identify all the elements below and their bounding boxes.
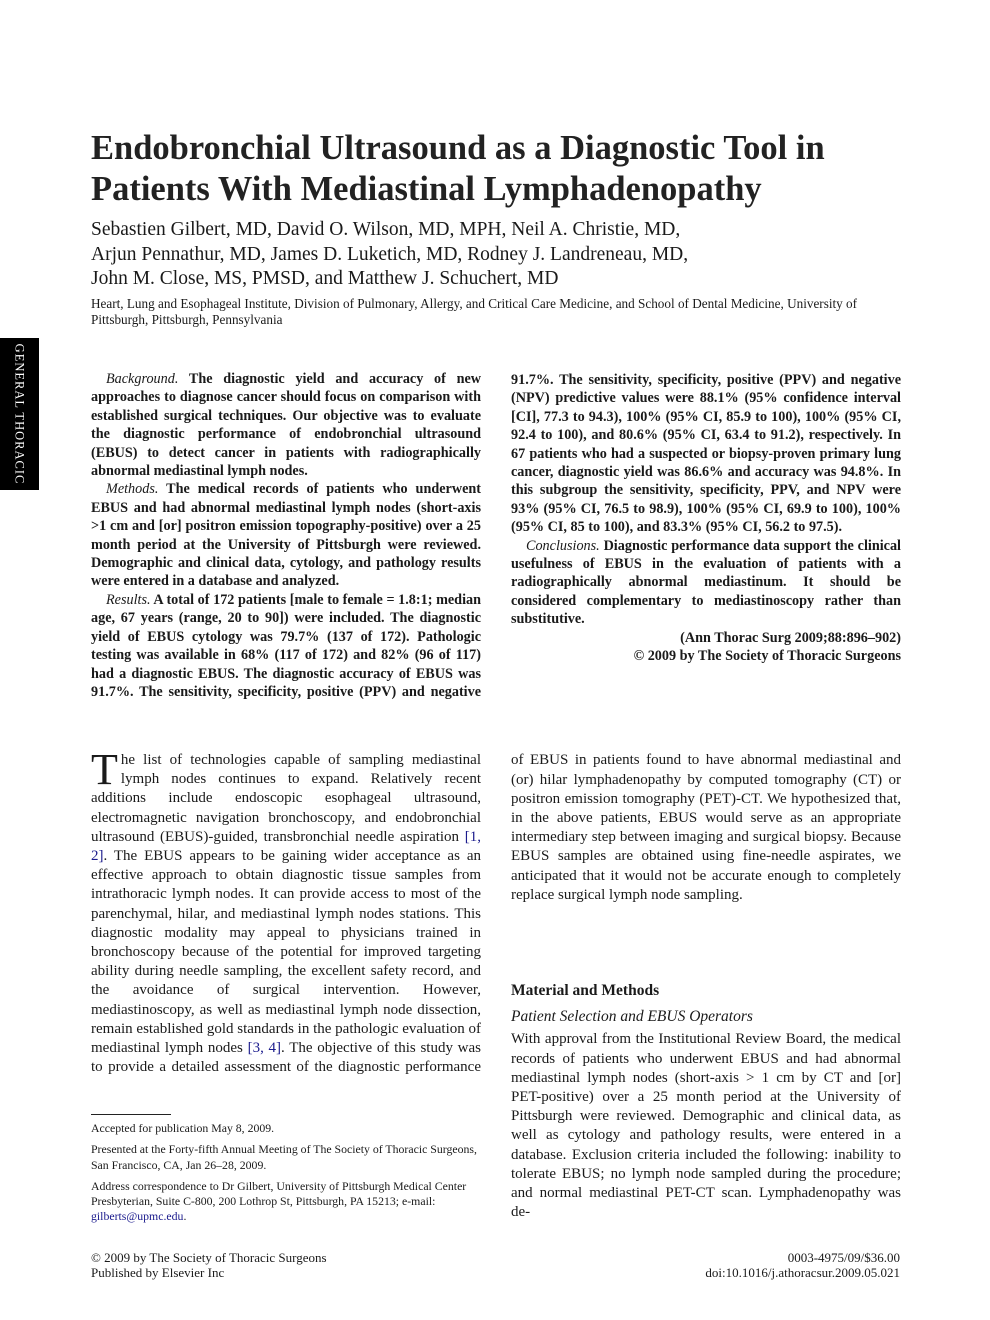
author-line: Sebastien Gilbert, MD, David O. Wilson, MD, MPH, Neil A. Christie, MD, [91, 219, 681, 240]
abstract-label: Methods. [106, 481, 159, 498]
footer-issn: 0003-4975/09/$36.00 [787, 1250, 900, 1265]
abstract-label: Results. [106, 591, 151, 608]
affiliation: Heart, Lung and Esophageal Institute, Division of Pulmonary, Allergy, and Critical Care Medicine, and School of Dental Medicine, University of Pittsburgh, Pittsburgh, Pennsylvania [91, 296, 858, 327]
abstract-copyright: © 2009 by The Society of Thoracic Surgeons [633, 648, 901, 664]
abstract-conclusions: Conclusions. Diagnostic performance data support the clinical usefulness of EBUS in the evaluation of patients with a radiographically abnormal mediastinum. It should be considered complementary to mediastinoscopy rather than substitutive. [511, 537, 901, 628]
footnote-accepted: Accepted for publication May 8, 2009. [91, 1121, 275, 1135]
author-list [91, 218, 891, 292]
section-side-tab [0, 338, 39, 490]
abstract-background: Background. The diagnostic yield and accuracy of new approaches to diagnose cancer should focus on comparison with established surgical techniques. Our objective was to evaluate the diagnostic performance of endobronchial ultrasound (EBUS) to detect cancer in patients with radiographically abnormal mediastinal lymph nodes. [91, 371, 481, 480]
author-line: Arjun Pennathur, MD, James D. Luketich, MD, Rodney J. Landreneau, MD, [91, 243, 689, 265]
footnote-divider [91, 1114, 171, 1115]
footer-copyright: © 2009 by The Society of Thoracic Surgeons [91, 1250, 327, 1265]
abstract-left-column [91, 370, 481, 700]
author-line: John M. Close, MS, PMSD, and Matthew J. Schuchert, MD [91, 268, 559, 289]
abstract-methods: Methods. The medical records of patients who underwent EBUS and had abnormal mediastinal lymph nodes (short-axis >1 cm and [or] positron emission topography-positive) over a 25 month period at the University of Pittsburgh were reviewed. Demographic and clinical data, cytology, and pathology results were entered in a database and analyzed. [91, 481, 481, 590]
subsection-heading: Patient Selection and EBUS Operators [511, 1008, 753, 1026]
footer-doi[interactable]: doi:10.1016/j.athoracsur.2009.05.021 [705, 1265, 900, 1281]
footnote-presented: Presented at the Forty-fifth Annual Meeting of The Society of Thoracic Surgeons, San Francisco, CA, Jan 26–28, 2009. [91, 1142, 477, 1172]
footnote-correspondence: Address correspondence to Dr Gilbert, University of Pittsburgh Medical Center Presbyterian, Suite C-800, 200 Lothrop St, Pittsburgh, PA 15213; e-mail: gilberts@upmc.edu. [91, 1178, 467, 1224]
side-tab-label: GENERAL THORACIC [12, 343, 27, 485]
reference-link[interactable]: [3, 4] [247, 1040, 282, 1057]
footer-publisher: Published by Elsevier Inc [91, 1265, 225, 1281]
body-left-column [91, 751, 481, 1079]
section-heading: Material and Methods [511, 982, 660, 999]
footnotes [91, 1121, 481, 1231]
abstract-label: Conclusions. [526, 537, 600, 554]
article-title: Endobronchial Ultrasound as a Diagnostic Tool in Patients With Mediastinal Lymphadenopathy [91, 129, 825, 208]
abstract-results: Results. A total of 172 patients [male to female = 1.8:1; median age, 67 years (range, 20 to 90]) were included. The diagnostic yield of EBUS cytology was 79.7% (137 of 172). Pathologic testing was available in 68% (117 of 172) and 82% (96 of 117) had a diagnostic EBUS. The diagnostic accuracy of EBUS was 91.7%. The sensitivity, specificity, positive (PPV) and negative [91, 591, 481, 700]
footer-right [705, 1250, 900, 1281]
abstract-right-column [511, 370, 901, 705]
body-right-column [511, 751, 901, 1231]
reference-link[interactable]: [1, 2] [91, 828, 481, 865]
intro-continuation: of EBUS in patients found to have abnormal mediastinal and (or) hilar lymphadenopathy by computed tomography (CT) or positron emission tomography (PET)-CT. We hypothesized that, in the above patients, EBUS would serve as an appropriate intermediary step between imaging and surgical biopsy. Because EBUS samples are obtained using fine-needle aspirates, we anticipated that it would not be accurate enough to completely replace surgical lymph node sampling. [511, 752, 901, 903]
email-link[interactable]: gilberts@upmc.edu [91, 1209, 184, 1224]
footer-left [91, 1250, 327, 1281]
intro-paragraph: The list of technologies capable of sampling mediastinal lymph nodes continues to expand. Relatively recent additions include endoscopic esophageal ultrasound, electromagnetic navigation bronchoscopy, and endobronchial ultrasound (EBUS)-guided, transbronchial needle aspiration [1, 2]. The EBUS appears to be gaining wider acceptance as an effective approach to obtain diagnostic tissue samples from intrathoracic lymph nodes. It can provide access to most of the parenchymal, hilar, and mediastinal lymph nodes stations. This diagnostic modality may appeal to physicians trained in bronchoscopy because of the potential for improved targeting ability during needle sampling, the excellent safety record, and the avoidance of surgical intervention. However, mediastinoscopy, as well as mediastinal lymph node dissection, remain established gold standards in the pathologic evaluation of mediastinal lymph nodes [3, 4]. The objective of this study was to provide a detailed assessment of the diagnostic performance [91, 751, 481, 1076]
methods-paragraph: With approval from the Institutional Review Board, the medical records of patients who underwent EBUS and had abnormal mediastinal lymph nodes (short-axis > 1 cm by CT and [or] PET-positive) over a 25 month period at the University of Pittsburgh were reviewed. Demographic and clinical data, as well as cytology and pathology results, were entered in a database. Exclusion criteria included the following: inability to tolerate EBUS; no lymph node sampled during the procedure; and normal mediastinal PET-CT scan. Lymphadenopathy was de- [511, 1031, 901, 1221]
drop-cap: T [91, 751, 118, 794]
abstract-results-continuation: 91.7%. The sensitivity, specificity, positive (PPV) and negative (NPV) predictive values were 88.1% (95% confidence interval [CI], 77.3 to 94.3), 100% (95% CI, 85.9 to 100), 100% (95% CI, 92.4 to 100), and 80.6% (95% CI, 63.4 to 91.2), respectively. In 67 patients who had a suspected or biopsy-proven primary lung cancer, diagnostic yield was 86.6% and accuracy was 94.8%. In this subgroup the sensitivity, specificity, PPV, and NPV were 93% (95% CI, 76.5 to 98.9), 100% (95% CI, 69.9 to 100), 100% (95% CI, 85 to 100), and 83.3% (95% CI, 56.2 to 97.5). [511, 371, 901, 536]
abstract-label: Background. [106, 371, 179, 387]
journal-citation: (Ann Thorac Surg 2009;88:896–902) [680, 629, 901, 646]
